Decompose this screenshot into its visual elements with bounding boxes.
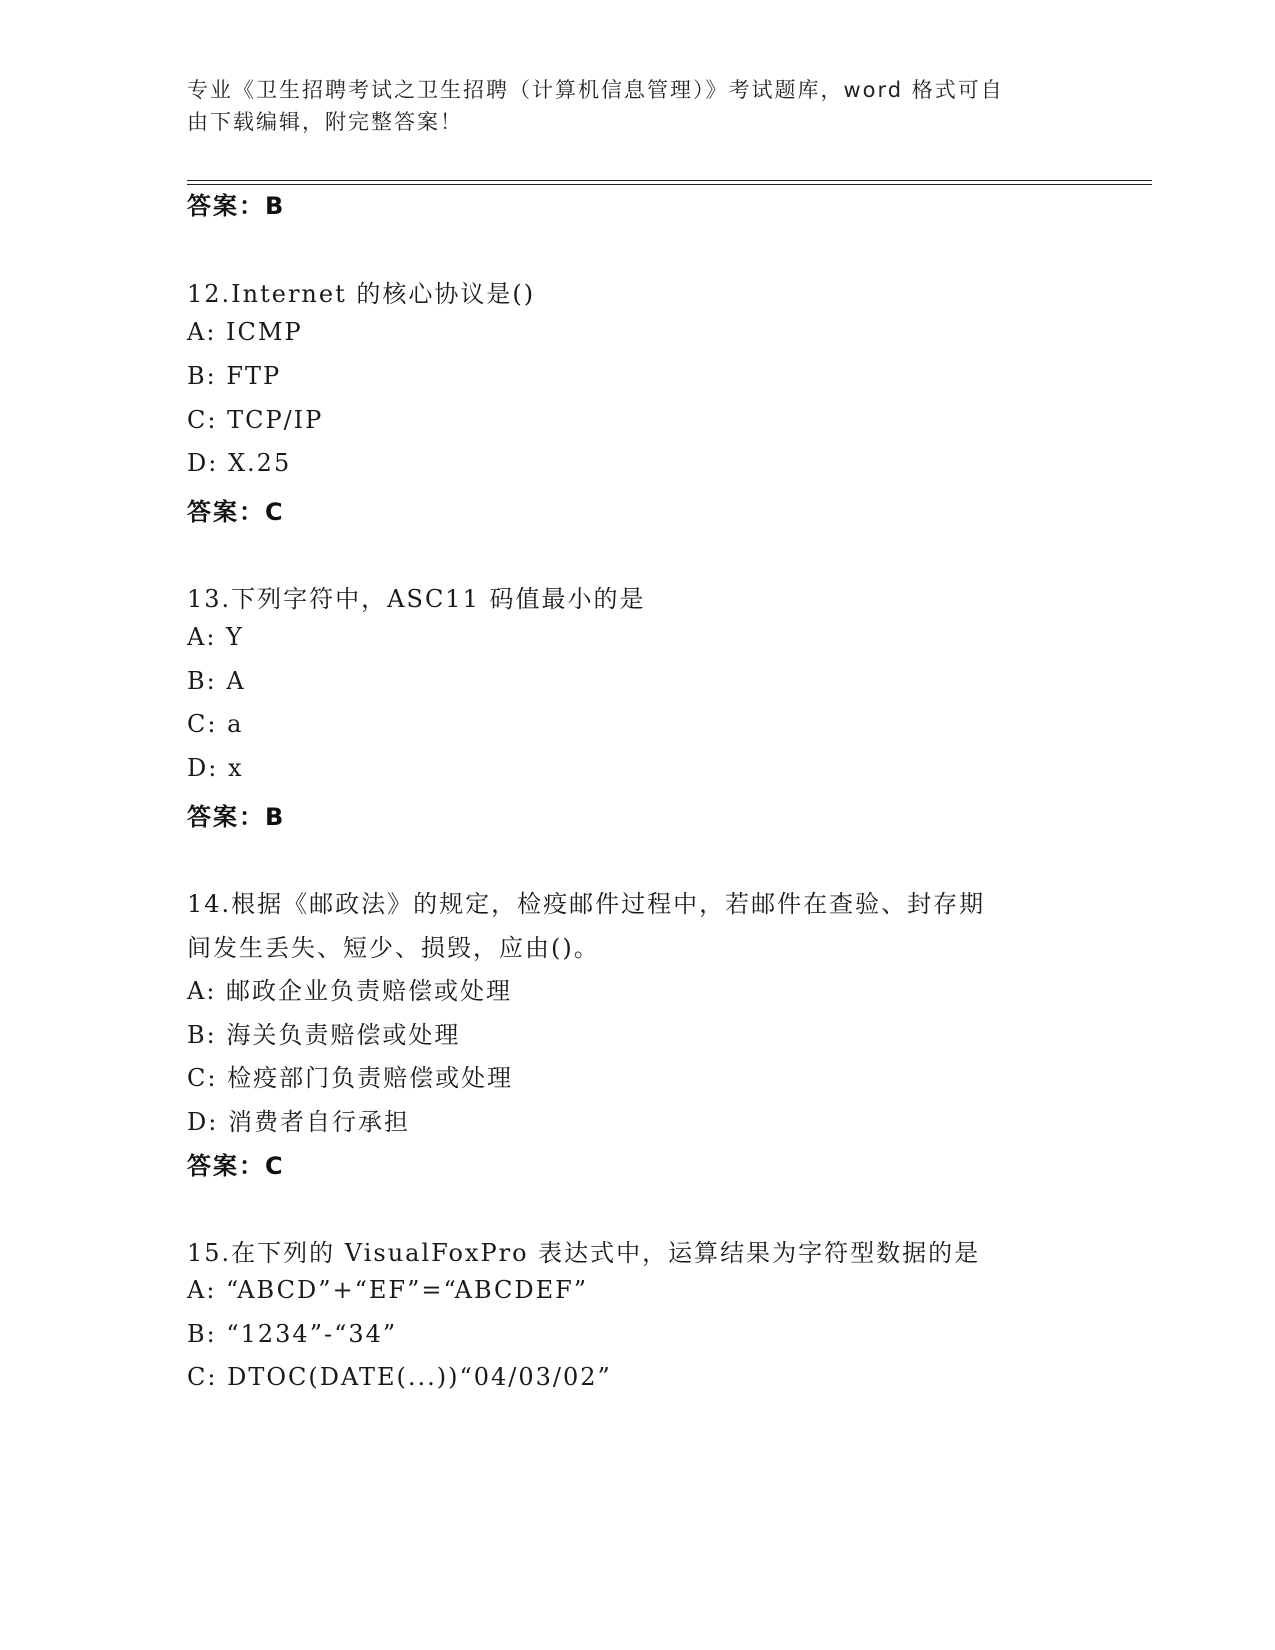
header-divider-bottom (187, 184, 1152, 185)
question-15-option-b: B: “1234”-“34” (187, 1320, 398, 1348)
header-line-1: 专业《卫生招聘考试之卫生招聘（计算机信息管理）》考试题库，word 格式可自 (187, 78, 1004, 102)
question-14-stem-line-2: 间发生丢失、短少、损毁，应由()。 (187, 934, 600, 962)
question-13-option-a: A: Y (187, 623, 244, 651)
question-12-answer: 答案：C (187, 498, 285, 526)
previous-answer: 答案：B (187, 192, 286, 220)
question-12-option-d: D: X.25 (187, 449, 292, 477)
question-14-option-a: A: 邮政企业负责赔偿或处理 (187, 977, 513, 1005)
question-13-option-b: B: A (187, 667, 246, 695)
question-12-option-b: B: FTP (187, 362, 282, 390)
question-13-option-c: C: a (187, 710, 244, 738)
question-15-stem: 15.在下列的 VisualFoxPro 表达式中，运算结果为字符型数据的是 (187, 1239, 981, 1267)
question-14-option-b: B: 海关负责赔偿或处理 (187, 1021, 461, 1049)
question-13-stem: 13.下列字符中，ASC11 码值最小的是 (187, 585, 646, 613)
question-14-stem-line-1: 14.根据《邮政法》的规定，检疫邮件过程中，若邮件在查验、封存期 (187, 890, 986, 918)
question-13-option-d: D: x (187, 754, 244, 782)
question-15-option-a: A: “ABCD”+“EF”=“ABCDEF” (187, 1276, 589, 1304)
question-14-option-d: D: 消费者自行承担 (187, 1108, 410, 1136)
header-divider-top (187, 180, 1152, 181)
document-header (187, 74, 1067, 138)
question-14-option-c: C: 检疫部门负责赔偿或处理 (187, 1064, 514, 1092)
question-14-answer: 答案：C (187, 1152, 285, 1180)
question-12-option-a: A: ICMP (187, 318, 303, 346)
question-13-answer: 答案：B (187, 803, 286, 831)
question-12-stem: 12.Internet 的核心协议是() (187, 280, 536, 308)
header-line-2: 由下载编辑，附完整答案！ (187, 110, 463, 134)
question-15-option-c: C: DTOC(DATE(...))“04/03/02” (187, 1363, 612, 1391)
question-12-option-c: C: TCP/IP (187, 406, 324, 434)
